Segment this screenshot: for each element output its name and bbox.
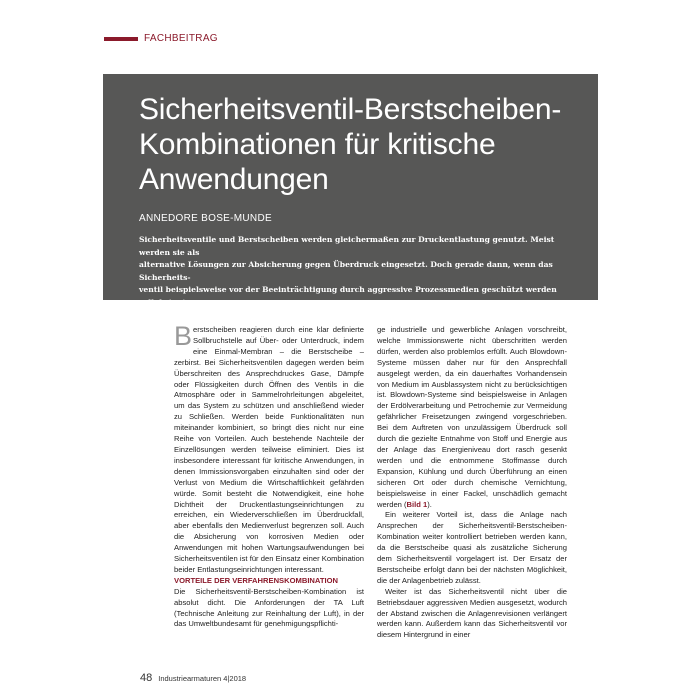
body-paragraph (377, 325, 567, 510)
body-column-right (377, 325, 567, 641)
title-line: Kombinationen für kritische (139, 128, 496, 161)
body-columns (174, 321, 567, 641)
lead-line: Sicherheitsventile und Berstscheiben werden gleichermaßen zur Druckentlastung genutzt. Meist werden sie als (139, 235, 555, 257)
magazine-issue: Industriearmaturen 4|2018 (158, 674, 247, 683)
page-footer (140, 672, 246, 684)
body-paragraph (174, 321, 364, 576)
lead-line: die Kombination beider Methoden viele Vorteile. (139, 310, 347, 319)
rubric-bar (104, 37, 138, 41)
title-line: Anwendungen (139, 163, 329, 196)
paragraph-text: ). (427, 499, 432, 509)
body-paragraph: Ein weiterer Vorteil ist, dass die Anlage nach Ansprechen der Sicherheitsventil-Berstscheiben-Kombination weiter kontrolliert betrieben werden kann, da die Berstscheibe quasi als zusätzliche Sicherung dem Sicherheitsventil vorgelagert ist. Der Ersatz der Berstscheibe erfolgt dann bei der nächsten Möglichkeit, die der Anlagenbetrieb zulässt. (377, 510, 567, 585)
lead-line: alternative Lösungen zur Absicherung gegen Überdruck eingesetzt. Doch gerade dann, wenn das Sicherheits- (139, 260, 553, 282)
section-rubric (104, 33, 218, 44)
title-block (103, 74, 598, 319)
drop-cap: B (174, 321, 193, 351)
article-title (139, 92, 562, 197)
title-line: Sicherheitsventil-Berstscheiben- (139, 93, 562, 126)
lead-paragraph (139, 234, 562, 322)
figure-reference: Bild 1 (406, 499, 428, 509)
page-number: 48 (140, 672, 153, 684)
paragraph-text: ge industrielle und gewerbliche Anlagen vorschreibt, welche Immissionswerte nicht überschritten werden dürfen, werden also problemlos erfüllt. Auch Blowdown-Systeme müssen daher nur für den Ansprechfall ausgelegt werden, da ein dauerhaftes Vorhandensein von Medium im Ausblassystem nicht zu berücksichtigen ist. Blowdown-Systeme sind beispielsweise in Anlagen der Erdölverarbeitung und Petrochemie zur Vermeidung gefährlicher Freisetzungen zwingend vorgeschrieben. Bei dem Auftreten von unzulässigem Überdruck soll durch die gezielte Entnahme von Stoff und Energie aus der Anlage das Energieniveau dort rasch gesenkt werden und die entnommene Stoffmasse durch Expansion, Kühlung und durch Überführung an einen sicheren Ort oder durch chemische Vernichtung, beispielsweise in einer Fackel, unschädlich gemacht werden ( (377, 325, 567, 509)
section-heading: VORTEILE DER VERFAHRENSKOMBINATION (174, 575, 338, 585)
body-paragraph: Die Sicherheitsventil-Berstscheiben-Kombination ist absolut dicht. Die Anforderungen der TA Luft (Technische Anleitung zur Reinhaltung der Luft), in der das Umweltbundesamt für genehmigungspflichti- (174, 586, 364, 629)
lead-line: ventil beispielsweise vor der Beeinträchtigung durch aggressive Prozessmedien geschützt werden soll, bringt (139, 285, 557, 307)
author-name: ANNEDORE BOSE-MUNDE (139, 213, 272, 224)
body-column-left (174, 321, 364, 641)
body-paragraph: Weiter ist das Sicherheitsventil nicht über die Betriebsdauer aggressiven Medien ausgesetzt, wodurch der Abstand zwischen die Anlagenrevisionen verlängert werden kann. Außerdem kann das Sicherheitsventil vor diesem Hintergrund in einer (377, 586, 567, 640)
rubric-label: FACHBEITRAG (144, 33, 218, 44)
paragraph-text: erstscheiben reagieren durch eine klar definierte Sollbruchstelle auf Über- oder Unterdruck, indem eine Einmal-Membran – die Berstscheibe – zerbirst. Bei Sicherheitsventilen dagegen werden beim Überschreiten des Ansprechdruckes Gase, Dämpfe oder Flüssigkeiten durch Öffnen des Ventils in die Atmosphäre oder in Sammelrohrleitungen abgeleitet, um das System zu schützen und anschließend wieder zu Schließen. Werden beide Funktionalitäten nun miteinander kombiniert, so bringt dies nicht nur eine Reihe von Vorteilen. Auch bestehende Nachteile der Einzellösungen werden teilweise eliminiert. Dies ist insbesondere interessant für kritische Anwendungen, in denen Immissionsvorgaben einzuhalten sind oder der Verlust von Medium die Wirtschaftlichkeit gefährden würde. Somit besteht die Notwendigkeit, eine hohe Dichtheit der Druckentlastungseinrichtungen zu erreichen, ein Wiederverschließen im Überdruckfall, aber ebenfalls den Medienverlust begrenzen soll. Auch die Absicherung von korrosiven Medien oder Anwendungen mit hohen Wartungsaufwendungen bei Sicherheitsventilen ist für den Einsatz einer Kombination beider Entlastungseinrichtungen interessant. (174, 325, 364, 574)
